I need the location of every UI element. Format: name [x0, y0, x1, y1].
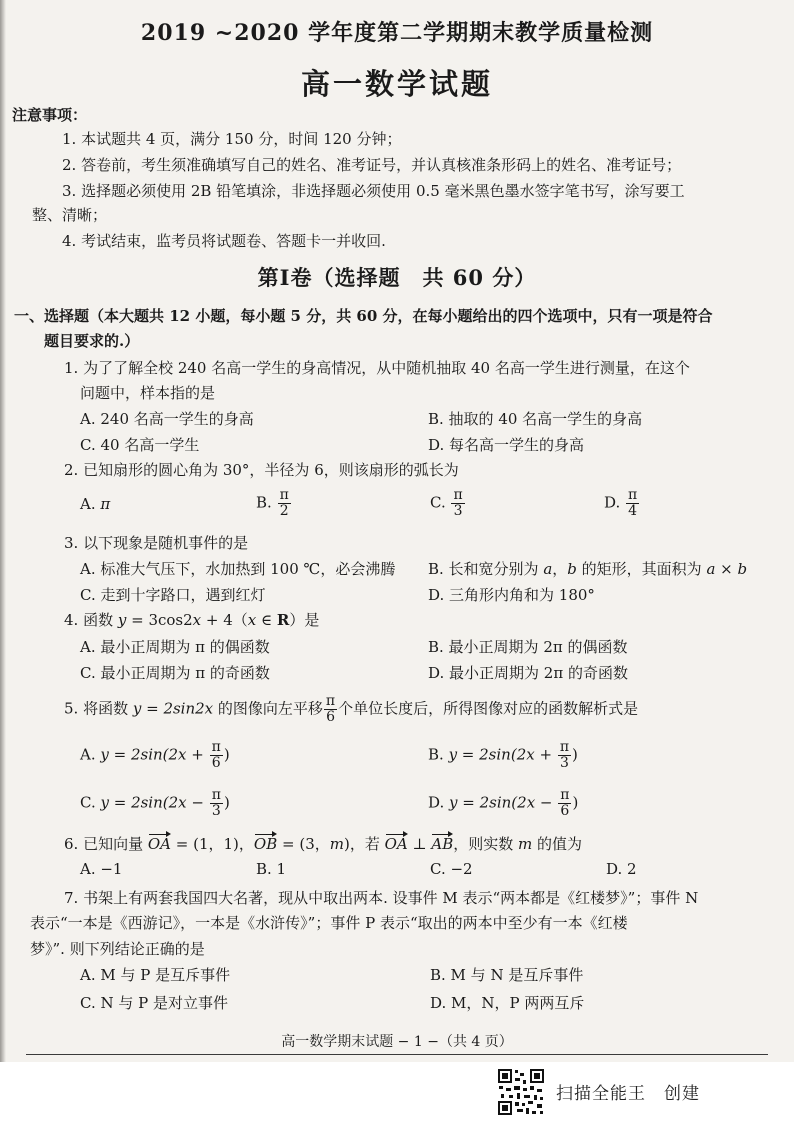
exam-header: 2019 ~2020 学年度第二学期期末教学质量检测 [140, 20, 654, 46]
q1-option-d: D. 每名高一学生的身高 [428, 436, 585, 454]
q5-stem: 5. 将函数 y = 2sin2x 的图像向左平移 $\frac{\pi}{6}$ 个单位长度后，所得图像对应的函数解析式是 [64, 693, 639, 725]
part-instructions: 一、选择题（本大题共 12 小题，每小题 5 分，共 60 分，在每小题给出的四个选项中，只有一项是符合 [14, 307, 713, 325]
q3-option-d: D. 三角形内角和为 180° [428, 586, 595, 604]
q2-option-d: D. $\frac{\pi}{4}$ [604, 487, 638, 519]
q5-option-d: D. y = 2sin(2x − $\frac{\pi}{6}$ ) [428, 787, 579, 819]
q6-stem: 6. 已知向量 OA = (1，1)，OB = (3，m)，若 OA ⊥ AB，则实数 m 的值为 [64, 832, 582, 854]
q1-option-c: C. 40 名高一学生 [80, 436, 200, 454]
qr-code-icon [497, 1068, 545, 1116]
notice-item-3-cont: 整、清晰； [32, 206, 108, 224]
q6-option-c: C. −2 [430, 860, 473, 878]
scanner-watermark: 扫描全能王 创建 [556, 1084, 700, 1104]
q7-stem: 7. 书架上有两套我国四大名著，现从中取出两本. 设事件 M 表示“两本都是《红楼梦》”；事件 N [64, 889, 699, 907]
q1-option-a: A. 240 名高一学生的身高 [80, 410, 254, 428]
q7-option-a: A. M 与 P 是互斥事件 [80, 966, 231, 984]
q7-option-d: D. M，N，P 两两互斥 [430, 994, 585, 1012]
q3-option-a: A. 标准大气压下，水加热到 100 ℃，必会沸腾 [80, 560, 396, 578]
notice-item-1: 1. 本试题共 4 页，满分 150 分，时间 120 分钟； [62, 130, 402, 148]
notice-heading: 注意事项： [12, 106, 88, 124]
vector-ob: OB [254, 832, 277, 853]
notice-item-3: 3. 选择题必须使用 2B 铅笔填涂，非选择题必须使用 0.5 毫米黑色墨水签字笔书写，涂写要工 [62, 182, 685, 200]
q4-stem: 4. 函数 y = 3cos2x + 4（x ∈ R）是 [64, 611, 320, 629]
q4-option-c: C. 最小正周期为 π 的奇函数 [80, 664, 270, 682]
q4-option-a: A. 最小正周期为 π 的偶函数 [80, 638, 270, 656]
q3-option-b: B. 长和宽分别为 a，b 的矩形，其面积为 a × b [428, 560, 748, 578]
q6-option-a: A. −1 [80, 860, 123, 878]
q2-stem: 2. 已知扇形的圆心角为 30°，半径为 6，则该扇形的弧长为 [64, 461, 459, 479]
q3-option-c: C. 走到十字路口，遇到红灯 [80, 586, 266, 604]
q1-stem: 1. 为了了解全校 240 名高一学生的身高情况，从中随机抽取 40 名高一学生进行测量，在这个 [64, 359, 690, 377]
section-title: 第Ⅰ卷（选择题 共 60 分） [257, 265, 537, 290]
footer-divider [26, 1054, 768, 1055]
page-title: 高一数学试题 [300, 67, 493, 101]
q5-option-b: B. y = 2sin(2x + $\frac{\pi}{3}$ ) [428, 739, 578, 771]
q6-option-d: D. 2 [606, 860, 637, 878]
q5-option-a: A. y = 2sin(2x + $\frac{\pi}{6}$ ) [80, 739, 230, 771]
notice-item-4: 4. 考试结束，监考员将试题卷、答题卡一并收回. [62, 232, 386, 250]
vector-ab: AB [431, 832, 453, 853]
q7-stem-cont: 梦》”. 则下列结论正确的是 [30, 940, 205, 958]
part-instructions-cont: 题目要求的.） [44, 332, 140, 350]
q2-option-c: C. $\frac{\pi}{3}$ [430, 487, 463, 519]
page-footer: 高一数学期末试题 − 1 −（共 4 页） [281, 1034, 513, 1050]
q1-stem-cont: 问题中，样本指的是 [80, 384, 216, 402]
q4-option-d: D. 最小正周期为 2π 的奇函数 [428, 664, 628, 682]
q7-option-c: C. N 与 P 是对立事件 [80, 994, 229, 1012]
q3-stem: 3. 以下现象是随机事件的是 [64, 534, 249, 552]
q2-option-a: A. π [80, 495, 111, 513]
q1-option-b: B. 抽取的 40 名高一学生的身高 [428, 410, 643, 428]
scan-edge-shadow [0, 0, 6, 1124]
vector-oa: OA [148, 832, 171, 853]
q2-option-b: B. $\frac{\pi}{2}$ [256, 487, 289, 519]
q6-option-b: B. 1 [256, 860, 287, 878]
q7-option-b: B. M 与 N 是互斥事件 [430, 966, 584, 984]
q4-option-b: B. 最小正周期为 2π 的偶函数 [428, 638, 628, 656]
vector-oa: OA [385, 832, 408, 853]
q7-stem-cont: 表示“一本是《西游记》，一本是《水浒传》”；事件 P 表示“取出的两本中至少有一本《红楼 [30, 914, 628, 932]
notice-item-2: 2. 答卷前，考生须准确填写自己的姓名、准考证号，并认真核准条形码上的姓名、准考证号； [62, 156, 682, 174]
q5-option-c: C. y = 2sin(2x − $\frac{\pi}{3}$ ) [80, 787, 230, 819]
